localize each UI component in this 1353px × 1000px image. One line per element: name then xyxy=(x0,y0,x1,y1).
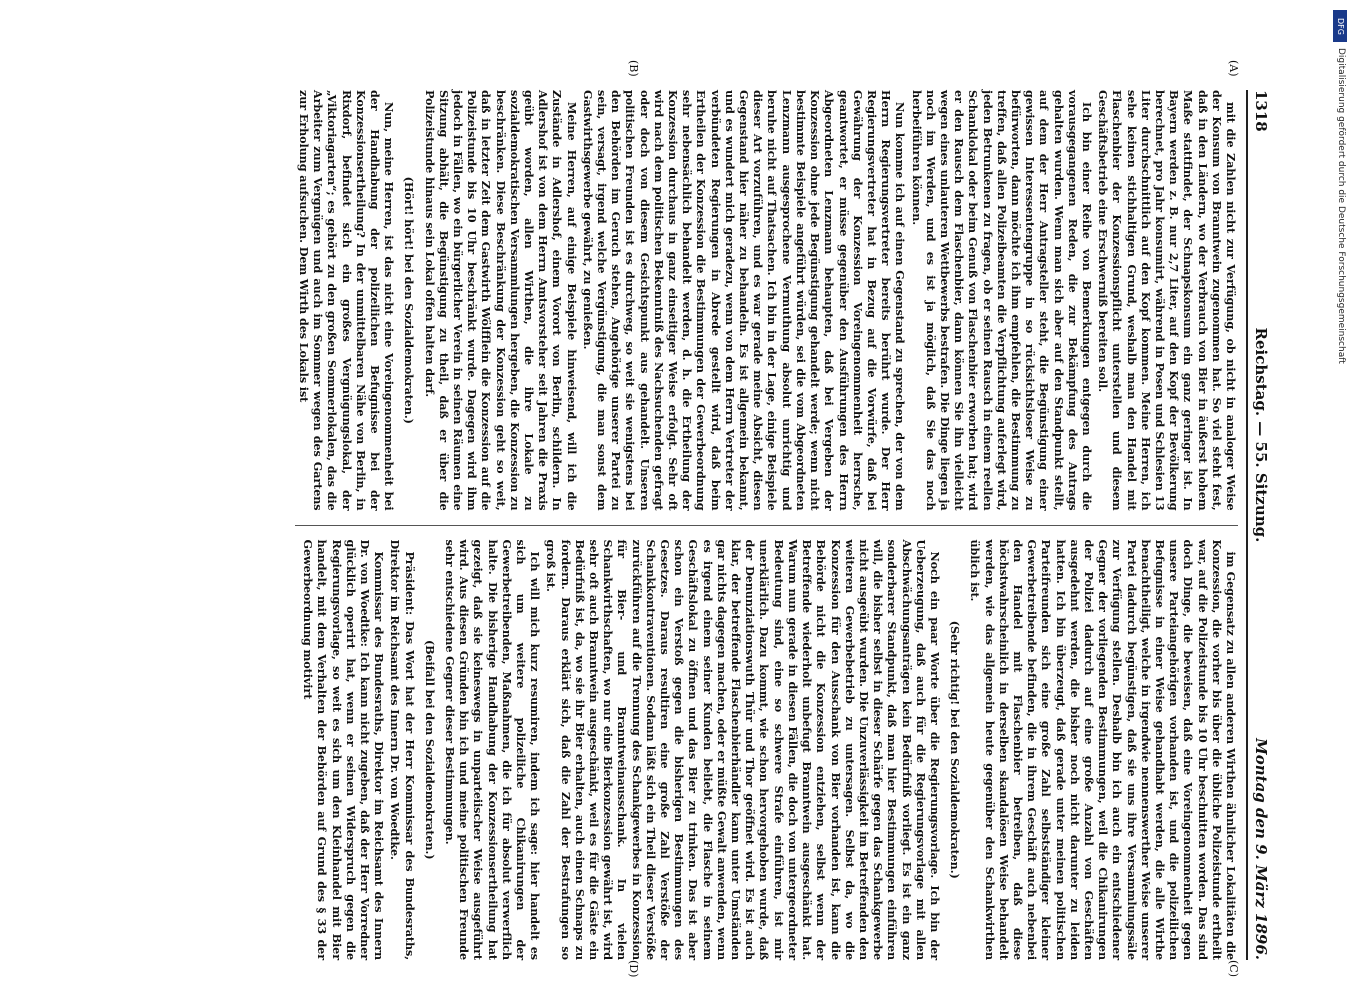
page-number: 1318 xyxy=(1252,90,1270,132)
right-column xyxy=(295,540,1238,961)
paragraph: Ich will mich kurz resumiren, indem ich sage: hier handelt es sich um weitere polizeiliche Chikanirungen der Gewerbetreibenden, Maßnahmen, die ich für absolut verwerflich halte. Die bisherige Handhabung der Konzessionsertheilung hat gezeigt, daß sie keineswegs in unparteiischer Weise ausgeführt wird. Aus diesen Gründen bin ich und meine politischen Freunde sehr entschiedene Gegner dieser Bestimmungen. xyxy=(443,539,543,960)
interjection: (Beifall bei den Sozialdemokraten.) xyxy=(422,639,437,860)
margin-mark-a: (A) xyxy=(1227,60,1240,77)
paragraph: Kommissar des Bundesraths, Direktor im Reichsamt des Innern Dr. von Woedtke: Ich kann nicht zugeben, daß der Herr Vorredner glücklich operirt hat, wenn er seinen Widerspruch gegen die Regierungsvorlage, so weit es sich um den Kleinhandel mit Bier handelt, mit dem Verhalten der Behörden auf Grund des § 33 der Gewerbeordnung motivirt xyxy=(301,539,387,960)
page-header xyxy=(1246,90,1270,960)
funding-note: Digitalisierung gefördert durch die Deutsche Forschungsgemeinschaft xyxy=(1336,48,1346,364)
dfg-logo: DFG xyxy=(1333,10,1347,42)
column-divider xyxy=(295,525,1238,526)
margin-mark-d: (D) xyxy=(627,960,640,978)
paragraph: mit die Zahlen nicht zur Verfügung, ob nicht in analoger Weise der Konsum von Branntwein zugenommen hat. So viel steht fest, daß in den Ländern, wo der Verbrauch von Bier in äußerst hohem Maße stattfindet, der Schnapskonsum ein ganz geringer ist. In Bayern werden z. B. nur 2,7 Liter, auf den Kopf der Bevölkerung berechnet, pro Jahr konsumirt, während in Posen und Schlesien 13 Liter durchschnittlich auf den Kopf kommen. Meine Herren, ich sehe keinen stichhaltigen Grund, weshalb man den Handel mit Flaschenbier der Konzessionspflicht unterstellen und diesem Geschäftsbetrieb eine Erschwerniß bereiten soll. xyxy=(1096,90,1238,511)
session-date: Montag den 9. März 1896. xyxy=(1252,738,1270,960)
paragraph: Ich bin einer Reihe von Bemerkungen entgegen durch die vorausgegangenen Reden, die zur Bekämpfung des Antrags gehalten wurden. Wenn man sich aber auf den Standpunkt stellt, auf dem der Herr Antragsteller steht, die Begünstigung einer gewissen Interessentengruppe in so rücksichtsloser Weise zu befürworten, dann möchte ich ihm empfehlen, die Bestimmung zu treffen, daß allen Polizeibeamten die Verpflichtung auferlegt wird, jeden Betrunkenen zu fragen, ob er seinen Rausch in einem reellen Schanklokal oder beim Genuß von Flaschenbier erworben hat; wird er den Rausch dem Flaschenbier, dann können Sie ihn vielleicht wegen eines unlauteren Wettbewerbs bestrafen. Die Dinge liegen ja noch im Werden, und es ist ja möglich, daß Sie das noch herbeiführen können. xyxy=(909,90,1094,511)
left-column xyxy=(295,90,1238,511)
session-title: Reichstag. — 55. Sitzung. xyxy=(1252,327,1270,543)
margin-mark-c: (C) xyxy=(1227,960,1240,977)
paragraph: Nun komme ich auf einen Gegenstand zu sprechen, der von dem Herrn Regierungsvertreter bereits berührt wurde. Der Herr Regierungsvertreter hat in Bezug auf die Vorwürfe, daß bei Gewährung der Konzession Voreingenommenheit herrsche, geantwortet, er müsse gegenüber den Ausführungen des Herrn Abgeordneten Lenzmann behaupten, daß bei Vergeben der Konzession ohne jede Begünstigung gehandelt werde; wenn nicht bestimmte Beispiele angeführt würden, sei die vom Abgeordneten Lenzmann ausgesprochene Vermuthung absolut unrichtig und beruhe nicht auf Thatsachen. Ich bin in der Lage, einige Beispiele dieser Art vorzuführen, und es war gerade meine Absicht, diesen Gegenstand hier näher zu behandeln. Es ist allgemein bekannt, und es wundert mich geradezu, wenn von dem Herrn Vertreter der verbündeten Regierungen in Abrede gestellt wird, daß beim Ertheilen der Konzession die Bestimmungen der Gewerbeordnung sehr nebensächlich behandelt werden, d. h. die Ertheilung der Konzession durchaus in ganz einseitiger Weise erfolgt. Sehr oft wird nach dem politischen Bekenntniß des Nachsuchenden gefragt oder doch von diesem Gesichtspunkt aus gehandelt. Unseren politischen Freunden ist es durchweg, so weit sie wenigstens bei den Behörden im Geruch stehen, Angehörige unserer Partei zu sein, versagt, irgend welche Vergünstigung, die man sonst dem Gastwirthsgewerbe gewährt, zu genießen. xyxy=(580,90,908,511)
paragraph: Präsident: Das Wort hat der Herr Kommissar des Bundesraths, Direktor im Reichsamt des Innern Dr. von Woedtke. xyxy=(388,539,417,960)
margin-mark-b: (B) xyxy=(627,60,640,77)
paragraph: Meine Herren, auf einige Beispiele hinweisend, will ich die Zustände in Adlershof, einem Vorort von Berlin, schildern. In Adlershof ist von dem Herrn Amtsvorsteher seit Jahren die Praxis geübt worden, allen Wirthen, die ihre Lokale zu sozialdemokratischen Versammlungen hergeben, die Konzession zu beschränken. Diese Beschränkung der Konzession geht so weit, daß in letzter Zeit dem Gastwirth Wölfflein die Konzession auf die Polizeistunde bis 10 Uhr beschränkt wurde. Dagegen wird ihm jedoch in Fällen, wo ein bürgerlicher Verein in seinen Räumen eine Sitzung abhält, die Begünstigung zu theil, daß er über die Polizeistunde hinaus sein Lokal offen halten darf. xyxy=(422,90,579,511)
interjection: (Hört! hört! bei den Sozialdemokraten.) xyxy=(402,176,417,424)
interjection: (Sehr richtig! bei den Sozialdemokraten.) xyxy=(948,620,963,879)
paragraph: Noch ein paar Worte über die Regierungsvorlage. Ich bin der Ueberzeugung, daß auch für die Regierungsvorlage mit allen Abschwächungsanträgen kein Bedürfniß vorliegt. Es ist ein ganz sonderbarer Standpunkt, daß man hier Bestimmungen einführen will, die bisher selbst in dieser Schärfe gegen das Schankgewerbe nicht ausgeübt wurden. Die Unzuverlässigkeit im Betreffenden den weiteren Gewerbebetrieb zu untersagen. Selbst da, wo die Konzession für den Ausschank von Bier vorhanden ist, kann die Behörde nicht die Konzession entziehen, selbst wenn der Betreffende wiederholt unbefugt Branntwein ausgeschänkt hat. Warum nun gerade in diesen Fällen, die doch von untergeordneter Bedeutung sind, eine so schwere Strafe einführen, ist mir unerklärlich. Dazu kommt, wie schon hervorgehoben wurde, daß der Denunziationswuth Thür und Thor geöffnet wird. Es ist auch klar, der betreffende Flaschenbierhändler kann unter Umständen gar nichts dagegen machen, oder er müßte Gewalt anwenden, wenn es irgend einem seiner Kunden beliebt, die Flasche in seinem Geschäftslokal zu öffnen und das Bier zu trinken. Das ist aber schon ein Verstoß gegen die bisherigen Bestimmungen des Gesetzes. Daraus resultiren eine große Zahl Verstöße der Schankkontraventionen. Sodann läßt sich ein Theil dieser Verstöße zurückführen auf die Trennung des Schankgewerbes in Konzession für Bier- und Branntweinausschank. In vielen Schankwirthschaften, wo nur eine Bierkonzession gewährt ist, wird sehr oft auch Branntwein ausgeschänkt, weil es für die Gäste ein Bedürfniß ist, da, wo sie ihr Bier erhalten, auch einen Schnaps zu fordern. Daraus erklärt sich, daß die Zahl der Bestrafungen so groß ist. xyxy=(544,539,942,960)
text-columns xyxy=(295,90,1238,960)
paragraph: Nun, meine Herren, ist das nicht eine Voreingenommenheit bei der Handhabung der polizeilichen Befugnisse bei der Konzessionsertheilung? In der unmittelbaren Nähe von Berlin, in Rixdorf, befindet sich ein großes Vergnügungslokal, der „Viktoriagarten“; es gehört zu den großen Sommerlokalen, das die Arbeiter zum Vergnügen und auch im Sommer wegen des Gartens zur Erholung aufsuchen. Dem Wirth des Lokals ist xyxy=(297,90,397,511)
paragraph: im Gegensatz zu allen anderen Wirthen ähnlicher Lokalitäten die Konzession, die vorher bis über die übliche Polizeistunde ertheilt war, auf die Polizeistunde bis 10 Uhr beschnitten worden. Das sind doch Dinge, die beweisen, daß eine Voreingenommenheit gegen unsere Parteiangehörigen vorhanden ist, und die polizeilichen Befugnisse in einer Weise gehandhabt werden, die alle Wirthe benachtheiligt, welche in irgendwie nennenswerther Weise unserer Partei dadurch begünstigen, daß sie uns ihre Versammlungssäle zur Verfügung stellen. Deshalb bin ich auch ein entschiedener Gegner der vorliegenden Bestimmungen, weil die Chikanirungen der Polizei dadurch auf eine große Anzahl von Geschäften ausgedehnt werden, die bisher noch nicht darunter zu leiden hatten. Ich bin überzeugt, daß gerade unter meinen politischen Parteifreunden sich eine große Zahl selbstständiger kleiner Gewerbetreibende befinden, die in ihrem Geschäft auch nebenbei den Handel mit Flaschenbier betreiben, daß diese höchstwahrscheinlich in derselben skandalösen Weise behandelt werden, wie das allgemein heute gegenüber den Schankwirthen üblich ist. xyxy=(968,539,1238,960)
